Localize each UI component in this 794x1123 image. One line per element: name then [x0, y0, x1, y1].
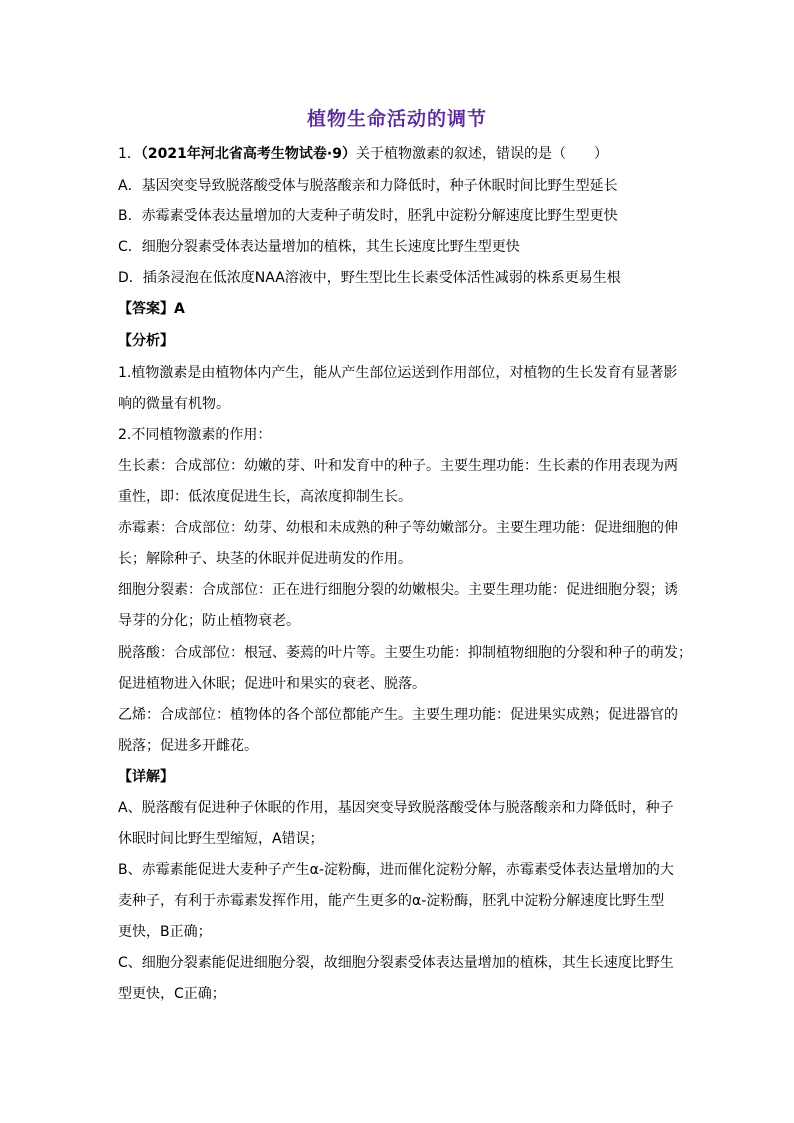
question-number: 1．	[118, 146, 141, 162]
analysis-line: 响的微量有机物。	[118, 396, 230, 412]
question-source: （2021年河北省高考生物试卷·9）	[140, 146, 356, 162]
option-d: D．插条浸泡在低浓度NAA溶液中，野生型比生长素受体活性减弱的株系更易生根	[118, 270, 621, 286]
detail-label: 【详解】	[118, 769, 174, 785]
analysis-label: 【分析】	[118, 333, 174, 349]
analysis-line: 长；解除种子、块茎的休眠并促进萌发的作用。	[118, 551, 412, 567]
analysis-line: 重性，即：低浓度促进生长，高浓度抑制生长。	[118, 489, 412, 505]
question-line	[118, 144, 608, 164]
answer-label: 【答案】	[118, 301, 174, 317]
analysis-line: 导芽的分化；防止植物衰老。	[118, 613, 300, 629]
answer-value: A	[174, 301, 185, 317]
detail-line: 型更快，C正确；	[118, 986, 226, 1002]
page-title: 植物生命活动的调节	[306, 108, 487, 130]
option-b: B．赤霉素受体表达量增加的大麦种子萌发时，胚乳中淀粉分解速度比野生型更快	[118, 208, 618, 224]
analysis-line: 脱落；促进多开雌花。	[118, 738, 258, 754]
answer-line	[118, 299, 185, 319]
analysis-line: 脱落酸：合成部位：根冠、萎蔫的叶片等。主要生功能：抑制植物细胞的分裂和种子的萌发；	[118, 645, 692, 661]
detail-line: 更快，B正确；	[118, 924, 212, 940]
detail-line: C、细胞分裂素能促进细胞分裂，故细胞分裂素受体表达量增加的植株，其生长速度比野生	[118, 955, 674, 971]
detail-line: 麦种子，有利于赤霉素发挥作用，能产生更多的α-淀粉酶，胚乳中淀粉分解速度比野生型	[118, 893, 665, 909]
detail-line: A、脱落酸有促进种子休眠的作用，基因突变导致脱落酸受体与脱落酸亲和力降低时，种子	[118, 800, 674, 816]
analysis-line: 2.不同植物激素的作用：	[118, 427, 272, 443]
analysis-line: 生长素：合成部位：幼嫩的芽、叶和发育中的种子。主要生理功能：生长素的作用表现为两	[118, 458, 678, 474]
option-a: A．基因突变导致脱落酸受体与脱落酸亲和力降低时，种子休眠时间比野生型延长	[118, 178, 618, 194]
analysis-line: 1.植物激素是由植物体内产生，能从产生部位运送到作用部位，对植物的生长发育有显著影	[118, 365, 678, 381]
analysis-line: 促进植物进入休眠；促进叶和果实的衰老、脱落。	[118, 676, 426, 692]
option-c: C．细胞分裂素受体表达量增加的植株，其生长速度比野生型更快	[118, 239, 520, 255]
detail-line: 休眠时间比野生型缩短，A错误；	[118, 831, 324, 847]
detail-line: B、赤霉素能促进大麦种子产生α-淀粉酶，进而催化淀粉分解，赤霉素受体表达量增加的大	[118, 862, 674, 878]
analysis-line: 细胞分裂素：合成部位：正在进行细胞分裂的幼嫩根尖。主要生理功能：促进细胞分裂；诱	[118, 582, 678, 598]
analysis-line: 乙烯：合成部位：植物体的各个部位都能产生。主要生理功能：促进果实成熟；促进器官的	[118, 707, 678, 723]
question-stem: 关于植物激素的叙述，错误的是（ ）	[355, 146, 608, 162]
analysis-line: 赤霉素：合成部位：幼芽、幼根和未成熟的种子等幼嫩部分。主要生理功能：促进细胞的伸	[118, 520, 678, 536]
